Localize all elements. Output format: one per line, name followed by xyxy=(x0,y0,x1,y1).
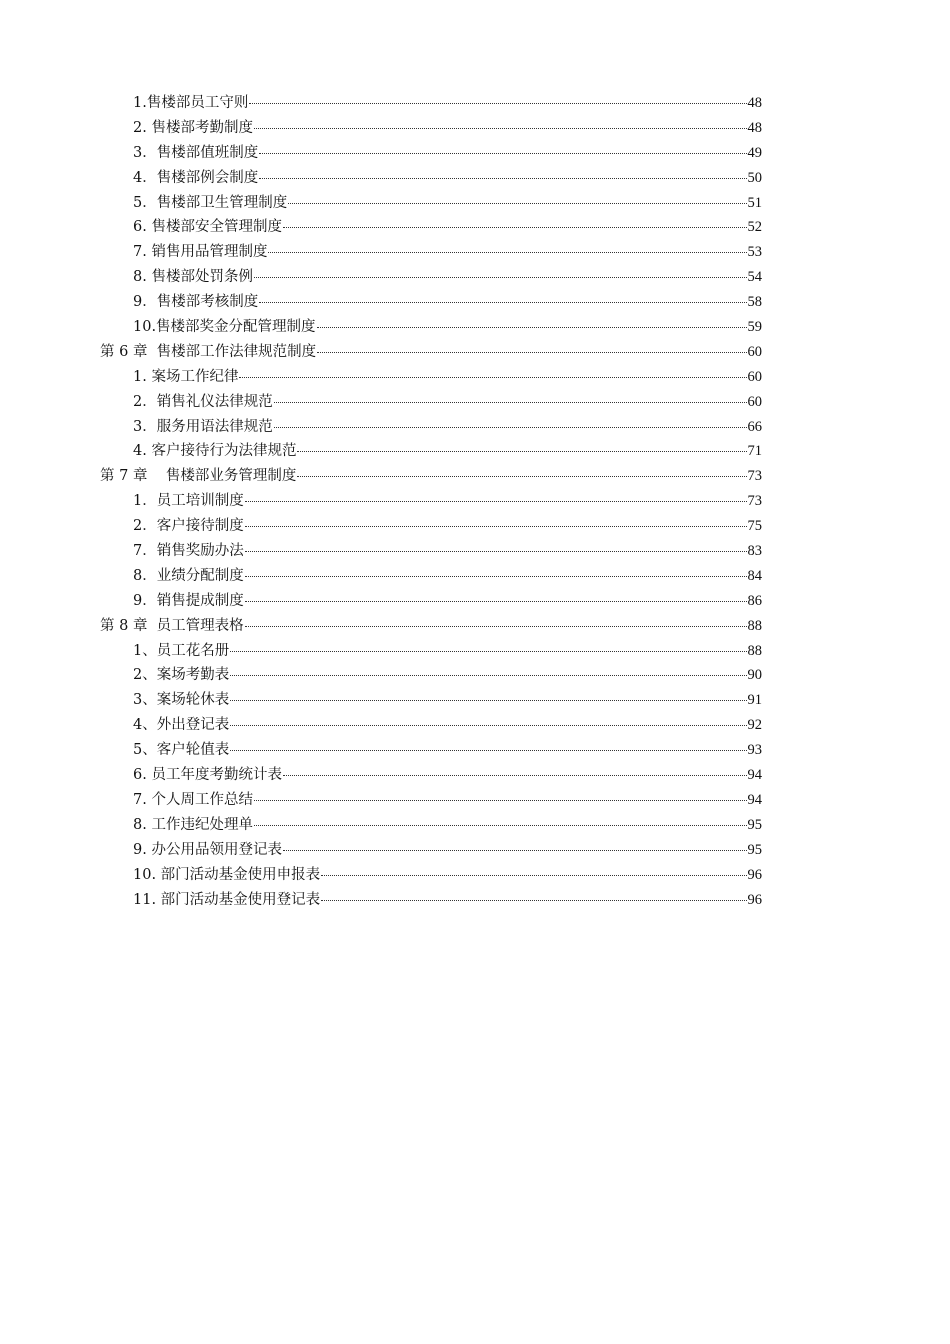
toc-entry-title: 第 7 章 售楼部业务管理制度 xyxy=(100,468,297,485)
table-of-contents xyxy=(100,91,762,912)
toc-page-number: 88 xyxy=(747,642,762,659)
toc-page-number: 75 xyxy=(747,518,762,535)
toc-entry-title: 4．售楼部例会制度 xyxy=(133,169,259,186)
toc-section-entry[interactable] xyxy=(100,763,762,788)
toc-chapter-entry[interactable] xyxy=(100,340,762,365)
toc-page-number: 96 xyxy=(747,866,762,883)
toc-entry-title: 10. 部门活动基金使用申报表 xyxy=(133,866,321,883)
toc-page-number: 88 xyxy=(747,617,762,634)
toc-page-number: 73 xyxy=(747,493,762,510)
toc-section-entry[interactable] xyxy=(100,514,762,539)
toc-section-entry[interactable] xyxy=(100,390,762,415)
toc-dot-leader xyxy=(268,251,746,253)
toc-dot-leader xyxy=(245,500,747,502)
toc-dot-leader xyxy=(230,674,746,676)
toc-entry-title: 第 6 章 售楼部工作法律规范制度 xyxy=(100,343,317,360)
toc-dot-leader xyxy=(230,699,746,701)
toc-dot-leader xyxy=(249,102,746,104)
toc-chapter-entry[interactable] xyxy=(100,464,762,489)
toc-page-number: 66 xyxy=(747,418,762,435)
toc-entry-title: 6. 员工年度考勤统计表 xyxy=(133,767,282,784)
toc-section-entry[interactable] xyxy=(100,365,762,390)
toc-page-number: 71 xyxy=(747,443,762,460)
toc-dot-leader xyxy=(297,450,746,452)
toc-dot-leader xyxy=(274,401,747,403)
toc-section-entry[interactable] xyxy=(100,439,762,464)
toc-section-entry[interactable] xyxy=(100,663,762,688)
toc-page-number: 51 xyxy=(747,194,762,211)
toc-dot-leader xyxy=(288,202,746,204)
toc-section-entry[interactable] xyxy=(100,141,762,166)
toc-dot-leader xyxy=(283,849,747,851)
toc-page-number: 54 xyxy=(747,269,762,286)
toc-page-number: 91 xyxy=(747,692,762,709)
toc-dot-leader xyxy=(259,152,746,154)
toc-entry-title: 10.售楼部奖金分配管理制度 xyxy=(133,319,316,336)
toc-entry-title: 7. 个人周工作总结 xyxy=(133,791,253,808)
toc-entry-title: 4. 客户接待行为法律规范 xyxy=(133,443,297,460)
toc-entry-title: 3．服务用语法律规范 xyxy=(133,418,273,435)
toc-dot-leader xyxy=(317,351,746,353)
toc-entry-title: 2．客户接待制度 xyxy=(133,518,244,535)
toc-section-entry[interactable] xyxy=(100,539,762,564)
toc-page-number: 60 xyxy=(747,393,762,410)
toc-entry-title: 1．员工培训制度 xyxy=(133,493,244,510)
toc-entry-title: 8. 售楼部处罚条例 xyxy=(133,269,253,286)
toc-page-number: 83 xyxy=(747,543,762,560)
toc-entry-title: 3．售楼部值班制度 xyxy=(133,144,259,161)
toc-entry-title: 7．销售奖励办法 xyxy=(133,543,244,560)
toc-section-entry[interactable] xyxy=(100,290,762,315)
toc-dot-leader xyxy=(317,326,747,328)
toc-section-entry[interactable] xyxy=(100,813,762,838)
toc-entry-title: 2．销售礼仪法律规范 xyxy=(133,393,273,410)
toc-section-entry[interactable] xyxy=(100,713,762,738)
toc-page-number: 48 xyxy=(747,119,762,136)
toc-dot-leader xyxy=(245,625,747,627)
toc-page-number: 95 xyxy=(747,816,762,833)
toc-page-number: 94 xyxy=(747,767,762,784)
toc-dot-leader xyxy=(254,276,747,278)
toc-dot-leader xyxy=(254,799,747,801)
toc-section-entry[interactable] xyxy=(100,788,762,813)
toc-entry-title: 8. 工作违纪处理单 xyxy=(133,816,253,833)
toc-section-entry[interactable] xyxy=(100,191,762,216)
toc-section-entry[interactable] xyxy=(100,240,762,265)
toc-chapter-entry[interactable] xyxy=(100,614,762,639)
toc-page-number: 90 xyxy=(747,667,762,684)
toc-page-number: 94 xyxy=(747,791,762,808)
toc-dot-leader xyxy=(230,650,746,652)
toc-dot-leader xyxy=(254,824,747,826)
toc-dot-leader xyxy=(297,475,746,477)
toc-page-number: 95 xyxy=(747,841,762,858)
toc-section-entry[interactable] xyxy=(100,838,762,863)
toc-dot-leader xyxy=(321,874,746,876)
toc-section-entry[interactable] xyxy=(100,166,762,191)
toc-entry-title: 5．售楼部卫生管理制度 xyxy=(133,194,288,211)
toc-section-entry[interactable] xyxy=(100,564,762,589)
toc-entry-title: 5、客户轮值表 xyxy=(133,742,230,759)
toc-dot-leader xyxy=(245,525,747,527)
toc-entry-title: 11. 部门活动基金使用登记表 xyxy=(133,891,321,908)
toc-section-entry[interactable] xyxy=(100,688,762,713)
toc-entry-title: 第 8 章 员工管理表格 xyxy=(100,617,244,634)
toc-page-number: 73 xyxy=(747,468,762,485)
toc-dot-leader xyxy=(283,774,747,776)
toc-page-number: 93 xyxy=(747,742,762,759)
toc-entry-title: 1.售楼部员工守则 xyxy=(133,95,249,111)
toc-page-number: 60 xyxy=(747,368,762,385)
toc-entry-title: 7. 销售用品管理制度 xyxy=(133,244,268,261)
toc-section-entry[interactable] xyxy=(100,863,762,888)
toc-section-entry[interactable] xyxy=(100,415,762,440)
toc-section-entry[interactable] xyxy=(100,265,762,290)
toc-entry-title: 9．售楼部考核制度 xyxy=(133,294,259,311)
toc-section-entry[interactable] xyxy=(100,888,762,913)
toc-section-entry[interactable] xyxy=(100,738,762,763)
toc-page-number: 96 xyxy=(747,891,762,908)
toc-entry-title: 3、案场轮休表 xyxy=(133,692,230,709)
toc-dot-leader xyxy=(254,127,747,129)
toc-page-number: 50 xyxy=(747,169,762,186)
toc-dot-leader xyxy=(259,301,746,303)
toc-dot-leader xyxy=(245,600,747,602)
toc-entry-title: 8．业绩分配制度 xyxy=(133,567,244,584)
toc-entry-title: 9. 办公用品领用登记表 xyxy=(133,841,282,858)
toc-page-number: 86 xyxy=(747,592,762,609)
toc-page-number: 58 xyxy=(747,294,762,311)
toc-section-entry[interactable] xyxy=(100,489,762,514)
toc-dot-leader xyxy=(274,426,747,428)
toc-entry-title: 1. 案场工作纪律 xyxy=(133,368,239,385)
toc-dot-leader xyxy=(259,177,746,179)
toc-section-entry[interactable] xyxy=(100,315,762,340)
toc-entry-title: 2. 售楼部考勤制度 xyxy=(133,119,253,136)
toc-page-number: 48 xyxy=(747,95,762,111)
toc-entry-title: 1、员工花名册 xyxy=(133,642,230,659)
toc-dot-leader xyxy=(321,899,746,901)
toc-section-entry[interactable] xyxy=(100,639,762,664)
toc-entry-title: 2、案场考勤表 xyxy=(133,667,230,684)
toc-page-number: 84 xyxy=(747,567,762,584)
toc-entry-title: 6. 售楼部安全管理制度 xyxy=(133,219,282,236)
toc-dot-leader xyxy=(230,749,746,751)
toc-page-number: 60 xyxy=(747,343,762,360)
toc-page-number: 49 xyxy=(747,144,762,161)
toc-dot-leader xyxy=(239,376,746,378)
toc-page-number: 52 xyxy=(747,219,762,236)
toc-dot-leader xyxy=(230,724,746,726)
toc-dot-leader xyxy=(245,550,747,552)
toc-dot-leader xyxy=(245,575,747,577)
toc-page-number: 53 xyxy=(747,244,762,261)
toc-page-number: 59 xyxy=(747,319,762,336)
toc-dot-leader xyxy=(283,226,747,228)
toc-entry-title: 9．销售提成制度 xyxy=(133,592,244,609)
toc-section-entry[interactable] xyxy=(100,91,762,116)
toc-section-entry[interactable] xyxy=(100,116,762,141)
toc-section-entry[interactable] xyxy=(100,215,762,240)
toc-page-number: 92 xyxy=(747,717,762,734)
toc-section-entry[interactable] xyxy=(100,589,762,614)
toc-entry-title: 4、外出登记表 xyxy=(133,717,230,734)
